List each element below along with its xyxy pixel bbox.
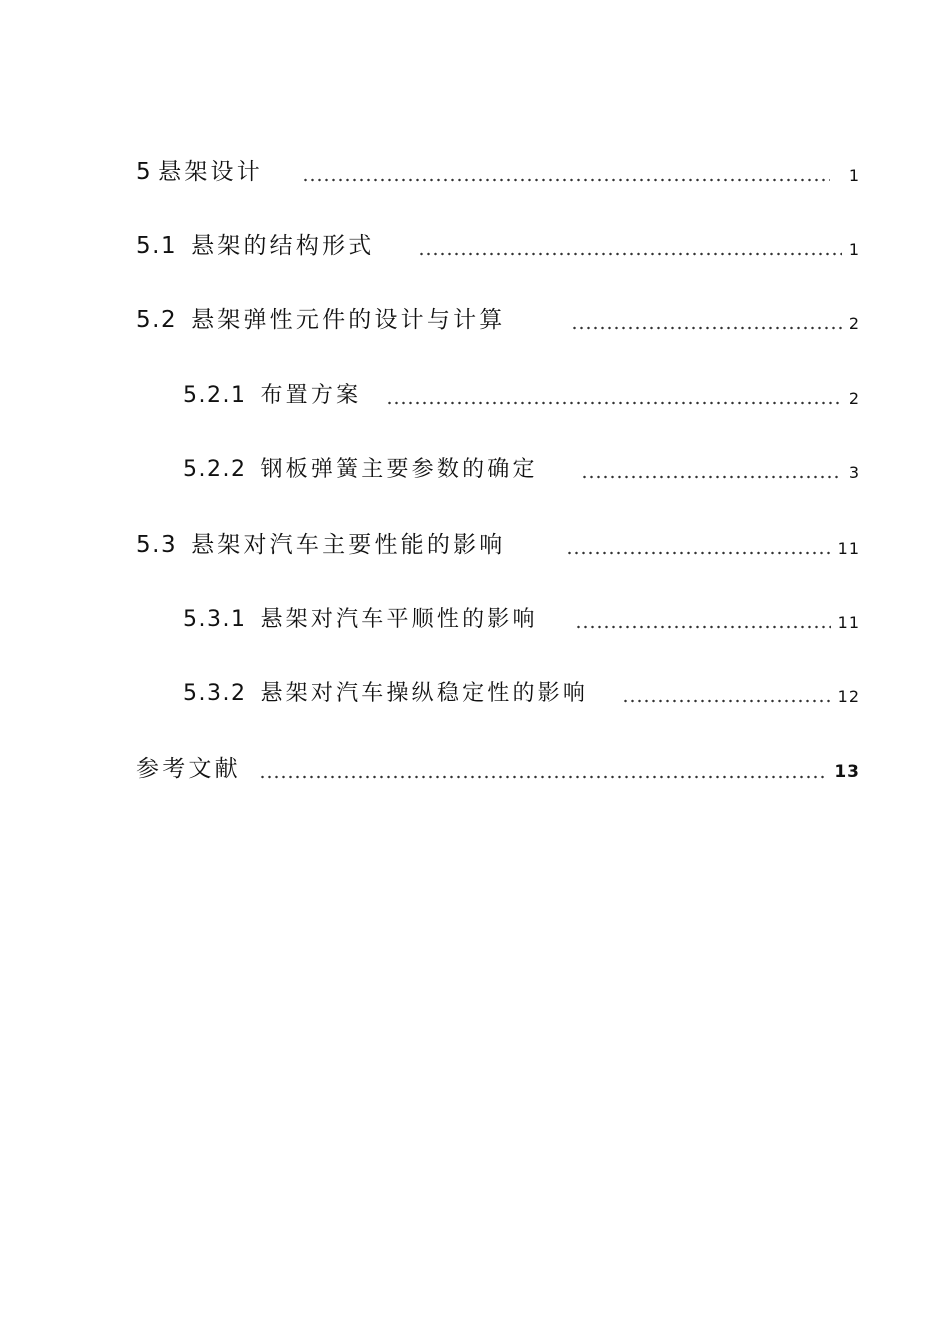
toc-entry-label: 参考文献: [136, 756, 241, 782]
toc-entry-label: 悬架的结构形式: [191, 233, 375, 259]
toc-entry-title: [136, 534, 505, 557]
toc-entry-number: 5.2: [136, 307, 178, 333]
toc-leader-dots: [581, 475, 842, 479]
toc-entry-label: 悬架对汽车平顺性的影响: [260, 607, 538, 632]
toc-entry-5-3[interactable]: [0, 525, 950, 565]
toc-entry-label: 悬架弹性元件的设计与计算: [191, 307, 506, 333]
toc-page-number: 13: [834, 762, 860, 782]
toc-leader-dots: [386, 401, 842, 405]
toc-page-number: 1: [848, 240, 860, 259]
toc-entry-number: 5.3.2: [183, 681, 247, 706]
toc-page-number: 12: [837, 687, 860, 706]
toc-page-number: 2: [848, 314, 860, 333]
toc-entry-5-2-2[interactable]: [0, 449, 950, 489]
toc-leader-dots: [622, 699, 831, 703]
toc-entry-number: 5.3: [136, 532, 178, 558]
toc-leader-dots: [418, 252, 842, 256]
toc-entry-5[interactable]: [0, 152, 950, 192]
toc-entry-label: 悬架对汽车主要性能的影响: [191, 532, 506, 558]
toc-entry-5-2[interactable]: [0, 300, 950, 340]
toc-entry-title: [183, 609, 538, 631]
toc-leader-dots: [566, 551, 831, 555]
toc-entry-label: 钢板弹簧主要参数的确定: [260, 457, 538, 482]
toc-leader-dots: [575, 625, 831, 629]
toc-entry-number: 5.3.1: [183, 607, 247, 632]
toc-page-number: 11: [837, 539, 860, 558]
toc-entry-5-3-2[interactable]: [0, 673, 950, 713]
toc-entry-title: [136, 161, 263, 184]
toc-page-number: 2: [848, 389, 860, 408]
toc-entry-label: 布置方案: [260, 383, 362, 408]
toc-page-number: 3: [848, 463, 860, 482]
toc-entry-label: 悬架对汽车操纵稳定性的影响: [260, 681, 589, 706]
toc-page-number: 1: [848, 166, 860, 185]
toc-leader-dots: [571, 326, 842, 330]
toc-leader-dots: [259, 775, 828, 779]
toc-entry-title: [183, 459, 538, 481]
toc-entry-title: [136, 235, 374, 258]
toc-entry-number: 5.2.2: [183, 457, 247, 482]
toc-entry-label: 悬架设计: [158, 159, 263, 185]
toc-entry-references[interactable]: [0, 749, 950, 789]
toc-entry-5-1[interactable]: [0, 226, 950, 266]
toc-entry-number: 5: [136, 159, 153, 185]
toc-entry-title: [136, 309, 505, 332]
toc-page-number: 11: [837, 613, 860, 632]
toc-leader-dots: [302, 178, 830, 182]
toc-entry-number: 5.2.1: [183, 383, 247, 408]
toc-entry-5-2-1[interactable]: [0, 375, 950, 415]
toc-entry-title: [183, 683, 588, 705]
toc-entry-number: 5.1: [136, 233, 178, 259]
toc-entry-5-3-1[interactable]: [0, 599, 950, 639]
toc-entry-title: [136, 758, 241, 781]
toc-entry-title: [183, 385, 361, 407]
